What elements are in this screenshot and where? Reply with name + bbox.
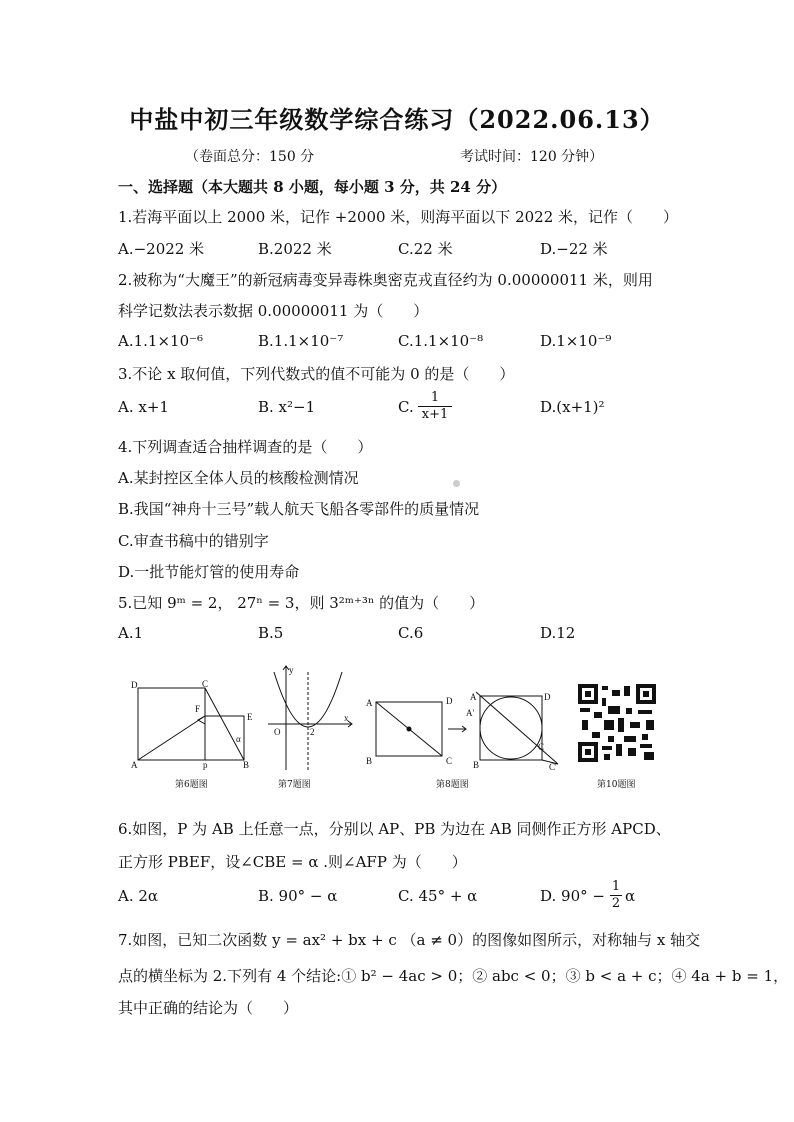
q6-option-b: B. 90° − α <box>258 887 338 905</box>
fraction-denominator: x+1 <box>421 407 449 422</box>
q4-option-d: D.一批节能灯管的使用寿命 <box>118 563 300 581</box>
q2-option-c: C.1.1×10⁻⁸ <box>398 332 484 350</box>
q3-option-a: A. x+1 <box>118 398 169 416</box>
q1-option-a: A.−2022 米 <box>118 240 205 258</box>
fig7-label-y: y <box>289 665 294 675</box>
q3-option-d: D.(x+1)² <box>540 398 605 416</box>
q1-stem: 1.若海平面以上 2000 米，记作 +2000 米，则海平面以下 2022 米，记作（ ） <box>118 208 679 226</box>
figure-7-graph <box>266 662 356 774</box>
figure-6-diagram <box>128 678 260 770</box>
fig8-label-a2: A <box>470 692 477 702</box>
fig6-label-alpha: α <box>236 734 241 744</box>
q7-stem-line1: 7.如图，已知二次函数 y = ax² + bx + c （a ≠ 0）的图像如图所示，对称轴与 x 轴交 <box>118 931 701 949</box>
fig6-label-c: C <box>202 679 209 689</box>
q3-stem: 3.不论 x 取何值，下列代数式的值不可能为 0 的是（ ） <box>118 365 515 383</box>
total-score: （卷面总分：150 分 <box>185 149 315 165</box>
fig6-label-d: D <box>131 680 138 690</box>
q6-option-d-prefix: D. 90° − <box>540 887 605 905</box>
q5-option-a: A.1 <box>118 624 144 642</box>
q5-option-b: B.5 <box>258 624 284 642</box>
fig8-label-b2: B <box>473 760 480 770</box>
q2-option-a: A.1.1×10⁻⁶ <box>118 332 204 350</box>
q6-stem-line2: 正方形 PBEF，设∠CBE = α .则∠AFP 为（ ） <box>118 853 467 871</box>
q1-option-c: C.22 米 <box>398 240 453 258</box>
q5-option-d: D.12 <box>540 624 576 642</box>
fig8-label-b: B <box>366 756 373 766</box>
qr-code <box>578 684 656 762</box>
q7-stem-line3: 其中正确的结论为（ ） <box>118 999 299 1017</box>
figure-8-caption: 第8题图 <box>436 780 469 790</box>
section-heading: 一、选择题（本大题共 8 小题，每小题 3 分，共 24 分） <box>118 178 507 196</box>
fig6-label-f: F <box>195 704 201 714</box>
exam-time: 考试时间：120 分钟） <box>460 149 604 165</box>
fig8-label-d2: D <box>544 692 551 702</box>
q5-stem: 5.已知 9ᵐ = 2， 27ⁿ = 3，则 3²ᵐ⁺³ⁿ 的值为（ ） <box>118 594 485 612</box>
fig7-label-x: x <box>344 713 349 723</box>
q4-option-c: C.审查书稿中的错别字 <box>118 532 269 550</box>
fig8-label-a-prime: A' <box>466 708 475 718</box>
fraction-numerator: 1 <box>611 879 621 894</box>
fig6-label-b: B <box>243 760 250 770</box>
q6-option-d-suffix: α <box>625 887 636 905</box>
fig8-label-c: C <box>446 756 453 766</box>
q4-option-a: A.某封控区全体人员的核酸检测情况 <box>118 469 359 487</box>
q3-option-b: B. x²−1 <box>258 398 316 416</box>
q6-option-d-fraction <box>610 879 622 912</box>
q2-option-d: D.1×10⁻⁹ <box>540 332 612 350</box>
q4-stem: 4.下列调查适合抽样调查的是（ ） <box>118 438 373 456</box>
q7-stem-line2: 点的横坐标为 2.下列有 4 个结论:① b² − 4ac > 0；② abc < 0；③ b < a + c；④ 4a + b = 1， <box>118 967 789 985</box>
fig8-label-a: A <box>366 698 373 708</box>
q3-option-c-fraction <box>418 390 452 423</box>
fig7-label-2: 2 <box>310 727 315 737</box>
fig6-label-e: E <box>247 712 253 722</box>
fig7-label-o: O <box>274 727 281 737</box>
q6-option-a: A. 2α <box>118 887 159 905</box>
scan-dot <box>453 480 460 487</box>
fraction-denominator: 2 <box>611 896 621 911</box>
fraction-numerator: 1 <box>418 390 452 407</box>
figure-10-caption: 第10题图 <box>597 780 636 790</box>
fig8-label-c2: C <box>538 742 545 752</box>
fig6-label-p: p <box>203 760 208 770</box>
fig8-label-c-prime: C' <box>549 762 557 772</box>
q5-option-c: C.6 <box>398 624 424 642</box>
q3-option-c-prefix: C. <box>398 398 414 416</box>
q1-option-b: B.2022 米 <box>258 240 332 258</box>
page-title: 中盐中初三年级数学综合练习（2022.06.13） <box>129 105 665 134</box>
q2-stem-line1: 2.被称为“大魔王”的新冠病毒变异毒株奥密克戎直径约为 0.00000011 米，则用 <box>118 271 653 289</box>
q1-option-d: D.−22 米 <box>540 240 608 258</box>
q2-option-b: B.1.1×10⁻⁷ <box>258 332 344 350</box>
figure-7-caption: 第7题图 <box>278 780 311 790</box>
figure-8-diagram <box>362 690 562 772</box>
q6-option-c: C. 45° + α <box>398 887 478 905</box>
fig6-label-a: A <box>131 760 138 770</box>
q2-stem-line2: 科学记数法表示数据 0.00000011 为（ ） <box>118 302 429 320</box>
figure-6-caption: 第6题图 <box>175 780 208 790</box>
q6-stem-line1: 6.如图，P 为 AB 上任意一点，分别以 AP、PB 为边在 AB 同侧作正方形 APCD、 <box>118 820 671 838</box>
q4-option-b: B.我国“神舟十三号”载人航天飞船各零部件的质量情况 <box>118 500 480 518</box>
fig8-label-d: D <box>446 696 453 706</box>
